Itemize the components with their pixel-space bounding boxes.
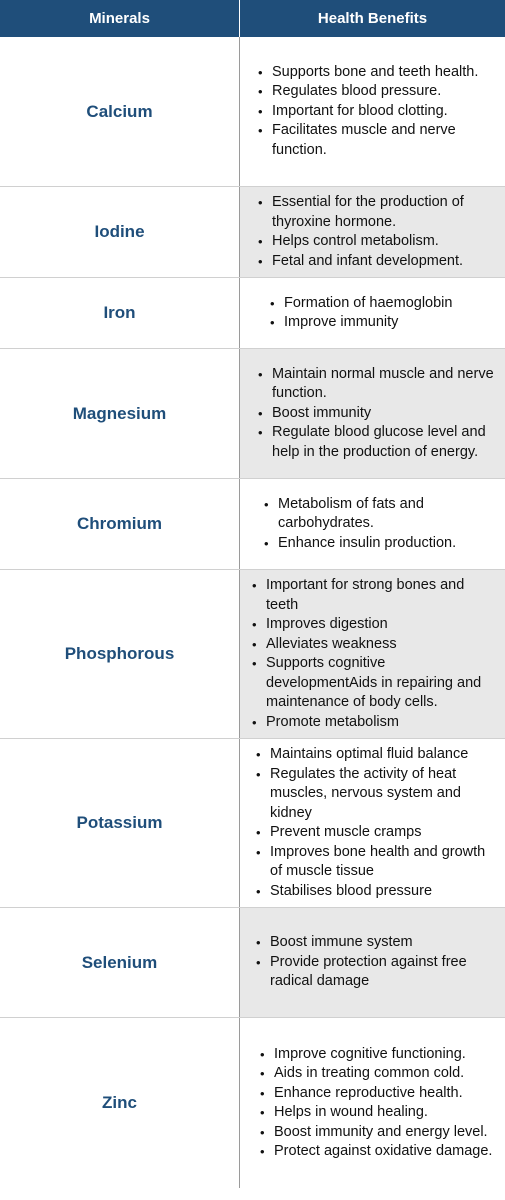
benefits-list xyxy=(254,745,499,901)
list-item: • Boost immunity xyxy=(264,404,499,424)
list-item: • Supports bone and teeth health. xyxy=(264,63,499,83)
benefits-cell xyxy=(240,1018,505,1188)
list-item: • Supports cognitive developmentAids in repairing and maintenance of body cells. xyxy=(258,654,499,713)
list-item: • Formation of haemoglobin xyxy=(276,294,452,314)
list-item: • Maintains optimal fluid balance xyxy=(262,745,499,765)
list-item: • Promote metabolism xyxy=(258,713,499,733)
list-item: • Metabolism of fats and carbohydrates. xyxy=(270,495,499,534)
table-row xyxy=(0,349,505,479)
mineral-name: Phosphorous xyxy=(0,570,240,738)
table-row xyxy=(0,1018,505,1188)
list-item: • Helps in wound healing. xyxy=(266,1103,492,1123)
list-item: • Fetal and infant development. xyxy=(264,252,499,272)
table-row xyxy=(0,570,505,739)
header-health-benefits: Health Benefits xyxy=(317,10,428,27)
list-item: • Improve cognitive functioning. xyxy=(266,1045,492,1065)
list-item: • Aids in treating common cold. xyxy=(266,1064,492,1084)
table-row xyxy=(0,278,505,349)
benefits-list xyxy=(254,294,452,333)
list-item: • Alleviates weakness xyxy=(258,635,499,655)
mineral-name: Iodine xyxy=(0,187,240,277)
mineral-name: Chromium xyxy=(0,479,240,569)
benefits-cell xyxy=(240,187,505,277)
list-item: • Enhance insulin production. xyxy=(270,534,499,554)
header-minerals: Minerals xyxy=(0,0,240,37)
table-row xyxy=(0,37,505,187)
benefits-list xyxy=(254,576,499,732)
list-item: • Boost immunity and energy level. xyxy=(266,1123,492,1143)
benefits-cell xyxy=(240,37,505,186)
mineral-name: Magnesium xyxy=(0,349,240,478)
benefits-list xyxy=(254,495,499,554)
list-item: • Enhance reproductive health. xyxy=(266,1084,492,1104)
benefits-cell xyxy=(240,739,505,907)
benefits-list xyxy=(254,1045,492,1162)
mineral-name: Selenium xyxy=(0,908,240,1017)
list-item: • Improve immunity xyxy=(276,313,452,333)
table-row xyxy=(0,479,505,570)
benefits-list xyxy=(254,933,499,992)
benefits-list xyxy=(254,365,499,463)
list-item: • Important for strong bones and teeth xyxy=(258,576,499,615)
benefits-cell xyxy=(240,479,505,569)
table-row xyxy=(0,739,505,908)
list-item: • Boost immune system xyxy=(262,933,499,953)
benefits-list xyxy=(254,63,499,161)
mineral-name: Calcium xyxy=(0,37,240,186)
list-item: • Improves bone health and growth of muscle tissue xyxy=(262,843,499,882)
mineral-name: Zinc xyxy=(0,1018,240,1188)
list-item: • Regulates the activity of heat muscles, nervous system and kidney xyxy=(262,765,499,824)
list-item: • Prevent muscle cramps xyxy=(262,823,499,843)
list-item: • Regulate blood glucose level and help in the production of energy. xyxy=(264,423,499,462)
table-row xyxy=(0,908,505,1018)
list-item: • Regulates blood pressure. xyxy=(264,82,499,102)
list-item: • Important for blood clotting. xyxy=(264,102,499,122)
list-item: • Improves digestion xyxy=(258,615,499,635)
list-item: • Provide protection against free radical damage xyxy=(262,953,499,992)
list-item: • Protect against oxidative damage. xyxy=(266,1142,492,1162)
table-header xyxy=(0,0,505,37)
mineral-name: Iron xyxy=(0,278,240,348)
benefits-cell xyxy=(240,908,505,1017)
list-item: • Maintain normal muscle and nerve function. xyxy=(264,365,499,404)
mineral-name: Potassium xyxy=(0,739,240,907)
list-item: • Stabilises blood pressure xyxy=(262,882,499,902)
list-item: • Facilitates muscle and nerve function. xyxy=(264,121,499,160)
benefits-cell xyxy=(240,570,505,738)
list-item: • Helps control metabolism. xyxy=(264,232,499,252)
list-item: • Essential for the production of thyroxine hormone. xyxy=(264,193,499,232)
benefits-cell xyxy=(240,278,505,348)
benefits-list xyxy=(254,193,499,271)
benefits-cell xyxy=(240,349,505,478)
table-row xyxy=(0,187,505,278)
